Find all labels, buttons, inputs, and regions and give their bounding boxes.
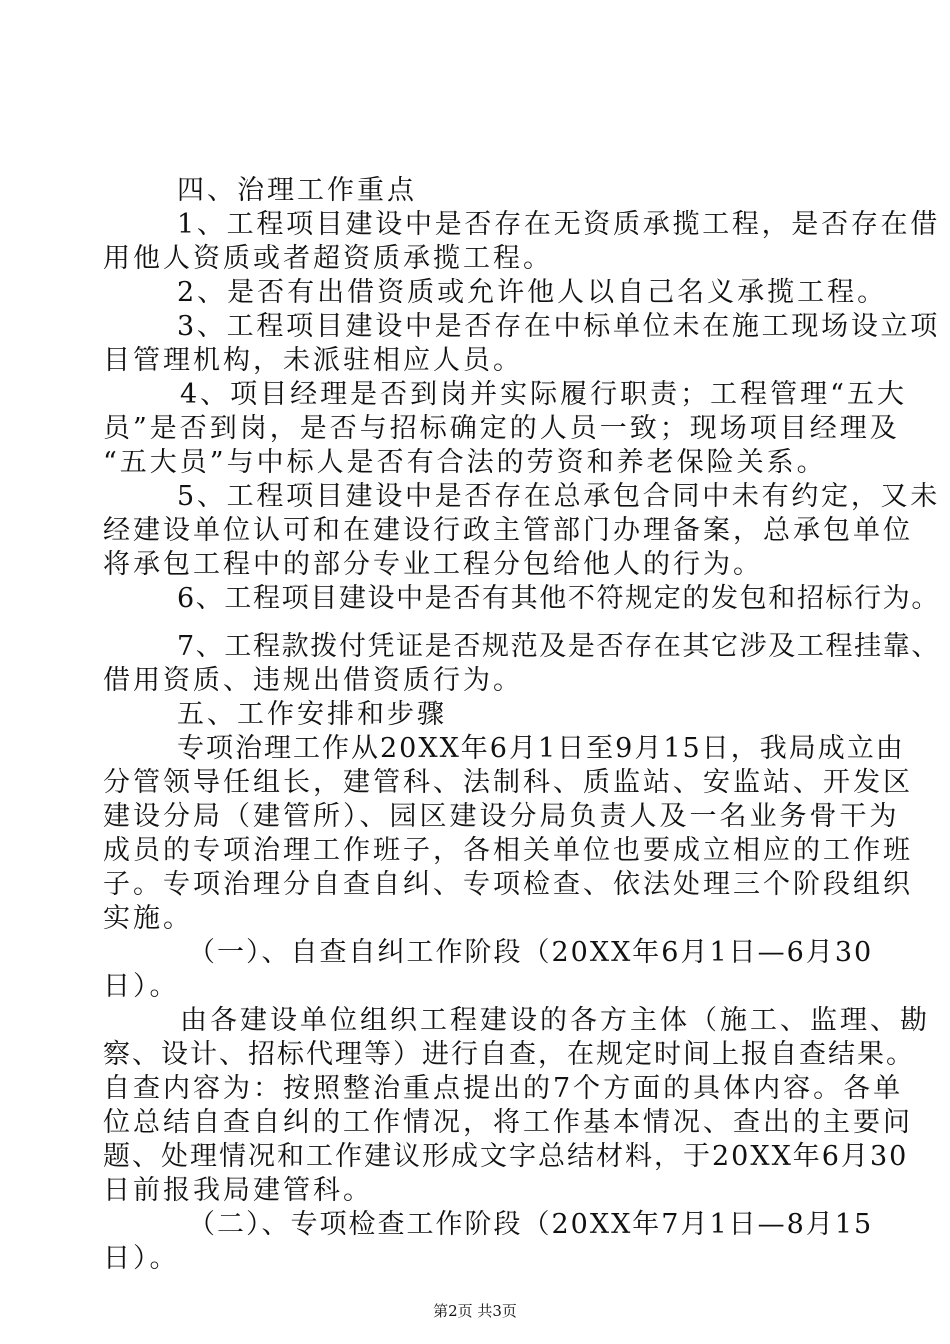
paragraph-line: 由各建设单位组织工程建设的各方主体（施工、监理、勘	[180, 1005, 930, 1036]
paragraph-line: 5、工程项目建设中是否存在总承包合同中未有约定，又未	[177, 481, 940, 512]
paragraph-line: 4、项目经理是否到岗并实际履行职责；工程管理“五大	[180, 379, 907, 410]
paragraph-line: 借用资质、违规出借资质行为。	[103, 665, 523, 696]
paragraph-line: 日前报我局建管科。	[103, 1175, 373, 1206]
paragraph-line: “五大员”与中标人是否有合法的劳资和养老保险关系。	[103, 447, 827, 478]
paragraph-line: 建设分局（建管所）、园区建设分局负责人及一名业务骨干为	[103, 801, 900, 832]
paragraph-line: 分管领导任组长，建管科、法制科、质监站、安监站、开发区	[103, 767, 913, 798]
page-footer: 第2页 共3页	[433, 1302, 517, 1320]
paragraph-line: 察、设计、招标代理等）进行自查，在规定时间上报自查结果。	[103, 1039, 915, 1070]
paragraph-line: 专项治理工作从20XX年6月1日至9月15日，我局成立由	[177, 733, 905, 764]
section-heading-5: 五、工作安排和步骤	[177, 699, 447, 730]
paragraph-line: 成员的专项治理工作班子，各相关单位也要成立相应的工作班	[103, 835, 913, 866]
paragraph-line: 用他人资质或者超资质承揽工程。	[103, 243, 553, 274]
subsection-heading-2: （二）、专项检查工作阶段（20XX年7月1日—8月15	[188, 1209, 874, 1240]
paragraph-line: 将承包工程中的部分专业工程分包给他人的行为。	[103, 549, 763, 580]
subsection-heading-1: （一）、自查自纠工作阶段（20XX年6月1日—6月30	[188, 937, 874, 968]
paragraph-line: 1、工程项目建设中是否存在无资质承揽工程，是否存在借	[177, 209, 940, 240]
paragraph-line: 3、工程项目建设中是否存在中标单位未在施工现场设立项	[177, 311, 940, 342]
paragraph-line: 实施。	[103, 903, 193, 934]
paragraph-line: 目管理机构，未派驻相应人员。	[103, 345, 523, 376]
paragraph-line: 日）。	[103, 971, 180, 1002]
paragraph-line: 子。专项治理分自查自纠、专项检查、依法处理三个阶段组织	[103, 869, 913, 900]
paragraph-line: 日）。	[103, 1243, 180, 1274]
paragraph-line: 6、工程项目建设中是否有其他不符规定的发包和招标行为。	[177, 583, 940, 614]
paragraph-line: 2、是否有出借资质或允许他人以自己名义承揽工程。	[177, 277, 888, 308]
paragraph-line: 位总结自查自纠的工作情况，将工作基本情况、查出的主要问	[103, 1107, 913, 1138]
paragraph-line: 自查内容为：按照整治重点提出的7个方面的具体内容。各单	[103, 1073, 904, 1104]
section-heading-4: 四、治理工作重点	[177, 175, 417, 206]
paragraph-line: 题、处理情况和工作建议形成文字总结材料，于20XX年6月30	[103, 1141, 909, 1172]
paragraph-line: 员”是否到岗，是否与招标确定的人员一致；现场项目经理及	[103, 413, 900, 444]
paragraph-line: 经建设单位认可和在建设行政主管部门办理备案，总承包单位	[103, 515, 913, 546]
paragraph-line: 7、工程款拨付凭证是否规范及是否存在其它涉及工程挂靠、	[177, 631, 940, 662]
